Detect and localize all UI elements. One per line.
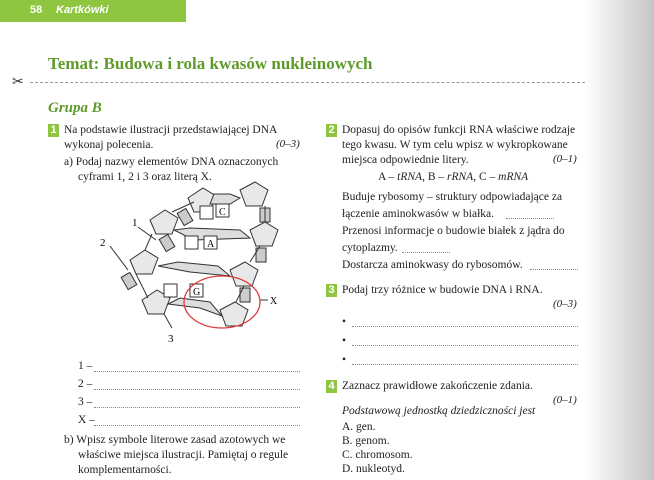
task1-b-line2: właściwe miejsca ilustracji. Pamiętaj o regule [78, 449, 289, 461]
bullet-1: • [342, 316, 347, 328]
task4-text: Zaznacz prawidłowe zakończenie zdania. [342, 380, 533, 392]
answer-label-2: 2 – [78, 378, 93, 390]
phosphate [177, 208, 193, 225]
sugar-pentagon [220, 302, 248, 326]
task2-desc1-line1: Buduje rybosomy – struktury odpowiadające za [342, 191, 563, 203]
answer-label-1: 1 – [78, 360, 93, 372]
task4-points: (0–1) [553, 394, 577, 406]
blank-box [200, 206, 213, 219]
diagram-label-g: G [193, 287, 201, 298]
task1-text-line2: wykonaj polecenia. [64, 139, 154, 151]
task1-text-line1: Na podstawie ilustracji przedstawiającej DNA [64, 124, 278, 136]
blank-box [164, 284, 177, 297]
bullet-3: • [342, 354, 347, 366]
desc1-answer[interactable] [506, 218, 554, 219]
task2-number: 2 [326, 124, 337, 137]
page-number: 58 [30, 4, 43, 16]
cut-line [30, 82, 585, 83]
group-label: Grupa B [48, 100, 102, 116]
task3-text: Podaj trzy różnice w budowie DNA i RNA. [342, 284, 543, 296]
task2-points: (0–1) [553, 153, 577, 165]
topic-title: Temat: Budowa i rola kwasów nukleinowych [48, 54, 373, 73]
task2-text-line1: Dopasuj do opisów funkcji RNA właściwe rodzaje [342, 124, 576, 136]
task3-points: (0–3) [553, 298, 577, 310]
desc3-answer[interactable] [530, 269, 578, 270]
task4-stem: Podstawową jednostką dziedziczności jest [342, 405, 536, 417]
task1-number: 1 [48, 124, 59, 137]
task1-points: (0–3) [276, 138, 300, 150]
difference-line-3[interactable] [352, 364, 578, 365]
page-edge-shadow [584, 0, 654, 480]
task2-text-line2: tego kwasu. W tym celu wpisz w wykropkowane [342, 139, 568, 151]
diagram-label-x: X [270, 296, 278, 307]
task1-b-line1: b) Wpisz symbole literowe zasad azotowych we [64, 434, 286, 446]
answer-line-3[interactable] [94, 407, 300, 408]
task2-desc2-line2: cytoplazmy. [342, 242, 398, 254]
answer-line-x[interactable] [94, 425, 300, 426]
answer-label-x: X – [78, 414, 95, 426]
diagram-label-1: 1 [132, 217, 138, 229]
diagram-label-c: C [219, 207, 226, 218]
task1-a-line1: a) Podaj nazwy elementów DNA oznaczonych [64, 156, 279, 168]
task4-number: 4 [326, 380, 337, 393]
diagram-label-3: 3 [168, 333, 174, 345]
header-bar [0, 0, 186, 22]
answer-line-1[interactable] [94, 371, 300, 372]
task3-number: 3 [326, 284, 337, 297]
answer-label-3: 3 – [78, 396, 93, 408]
phosphate [159, 234, 175, 251]
rna-legend: A – tRNA, B – rRNA, C – mRNA [378, 171, 529, 183]
task1-a-line2: cyframi 1, 2 i 3 oraz literą X. [78, 171, 212, 183]
difference-line-2[interactable] [352, 345, 578, 346]
blank-box [185, 236, 198, 249]
bullet-2: • [342, 335, 347, 347]
option-c[interactable]: C. chromosom. [342, 449, 413, 461]
diagram-label-a: A [207, 239, 215, 250]
task2-desc2-line1: Przenosi informacje o budowie białek z jądra do [342, 225, 565, 237]
task2-desc3: Dostarcza aminokwasy do rybosomów. [342, 259, 523, 271]
desc2-answer[interactable] [402, 252, 450, 253]
sugar-pentagon [250, 222, 278, 246]
scissors-icon: ✂ [12, 75, 24, 90]
difference-line-1[interactable] [352, 326, 578, 327]
answer-line-2[interactable] [94, 389, 300, 390]
option-d[interactable]: D. nukleotyd. [342, 463, 405, 475]
sugar-pentagon [130, 250, 158, 274]
task1-b-line3: komplementarności. [78, 464, 172, 476]
option-b[interactable]: B. genom. [342, 435, 390, 447]
diagram-label-2: 2 [100, 237, 106, 249]
phosphate [121, 272, 137, 289]
dna-diagram [90, 180, 300, 350]
task2-text-line3: miejsca odpowiednie litery. [342, 154, 469, 166]
task2-desc1-line2: łączenie aminokwasów w białka. [342, 208, 494, 220]
option-a[interactable]: A. gen. [342, 421, 376, 433]
section-title: Kartkówki [56, 4, 109, 16]
sugar-pentagon [230, 262, 258, 286]
sugar-pentagon [240, 182, 268, 206]
